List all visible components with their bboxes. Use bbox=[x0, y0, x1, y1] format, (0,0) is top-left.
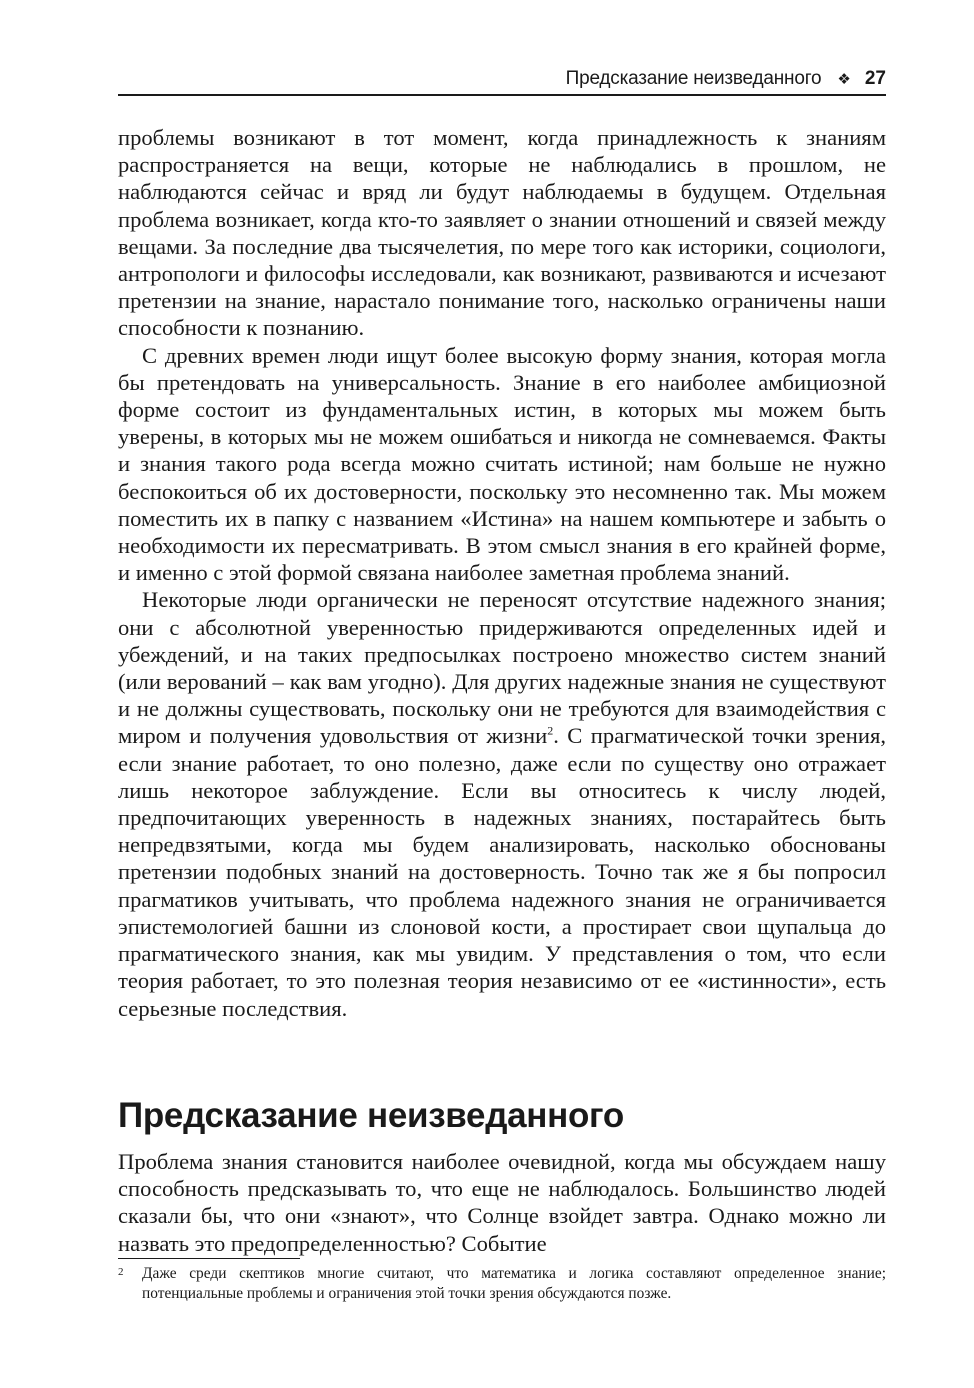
footnote-number: 2 bbox=[118, 1266, 124, 1278]
diamond-ornament-icon: ❖ bbox=[837, 71, 851, 88]
page-number: 27 bbox=[864, 68, 886, 89]
paragraph-3-part-1: Некоторые люди органически не переносят отсутствие надежного знания; они с абсолютной уверенностью придерживаются определенных идей и убеждений, и на таких предпосылках построено множество систем знаний (или верований – как вам угодно). Для других надежные знания не существуют и не должны существовать, поскольку они не требуются для взаимодействия с миром и получения удовольствия от жизни bbox=[118, 587, 886, 749]
paragraph-1: проблемы возникают в тот момент, когда принадлежность к знаниям распространяется на вещи, которые не наблюдались в прошлом, не наблюдаются сейчас и вряд ли будут наблюдаемы в будущем. Отдельная проблема возникает, когда кто-то заявляет о знании отношений и связей между вещами. За последние два тысячелетия, по мере того как историки, социологи, антропологи и философы исследовали, как возникают, развиваются и исчезают претензии на знание, нарастало понимание того, насколько ограничены наши способности к познанию. bbox=[118, 125, 886, 341]
footnote-divider bbox=[118, 1258, 300, 1259]
section-text bbox=[118, 1148, 886, 1257]
section-heading: Предсказание неизведанного bbox=[118, 1096, 624, 1135]
body-text bbox=[118, 124, 886, 1022]
paragraph-3-part-2: . С прагматической точки зрения, если знание работает, то оно полезно, даже если по существу оно отражает лишь некоторое заблуждение. Если вы относитесь к числу людей, предпочитающих уверенность в надежных знаниях, постарайтесь быть непредвзятыми, когда мы будем анализировать, насколько обоснованы претензии подобных знаний на достоверность. Точно так же я бы попросил прагматиков учитывать, что проблема надежного знания не ограничивается эпистемологией башни из слоновой кости, а простирает свои щупальца до прагматического знания, как мы увидим. У представления о том, что если теория работает, то это полезная теория независимо от ее «истинности», есть серьезные последствия. bbox=[118, 723, 886, 1021]
running-head-title: Предсказание неизведанного bbox=[565, 68, 822, 89]
footnote-reference[interactable]: 2 bbox=[547, 723, 554, 738]
paragraph-3 bbox=[118, 586, 886, 1021]
section-paragraph-1: Проблема знания становится наиболее очевидной, когда мы обсуждаем нашу способность предсказывать то, что еще не наблюдалось. Большинство людей сказали бы, что они «знают», что Солнце взойдет завтра. Однако можно ли назвать это предопределенностью? Событие bbox=[118, 1149, 886, 1256]
paragraph-2: С древних времен люди ищут более высокую форму знания, которая могла бы претендовать на универсальность. Знание в его наиболее амбициозной форме состоит из фундаментальных истин, в которых мы можем быть уверены, в которых мы не можем ошибаться и никогда не сомневаемся. Факты и знания такого рода всегда можно считать истиной; нам больше не нужно беспокоиться об их достоверности, поскольку это несомненно так. Мы можем поместить их в папку с названием «Истина» на нашем компьютере и забыть о необходимости их пересматривать. В этом смысл знания в его крайней форме, и именно с этой формой связана наиболее заметная проблема знаний. bbox=[118, 342, 886, 586]
footnote-text: Даже среди скептиков многие считают, что математика и логика составляют определенное знание; потенциальные проблемы и ограничения этой точки зрения обсуждаются позже. bbox=[142, 1265, 886, 1302]
running-head bbox=[118, 66, 886, 96]
footnote bbox=[118, 1264, 886, 1304]
